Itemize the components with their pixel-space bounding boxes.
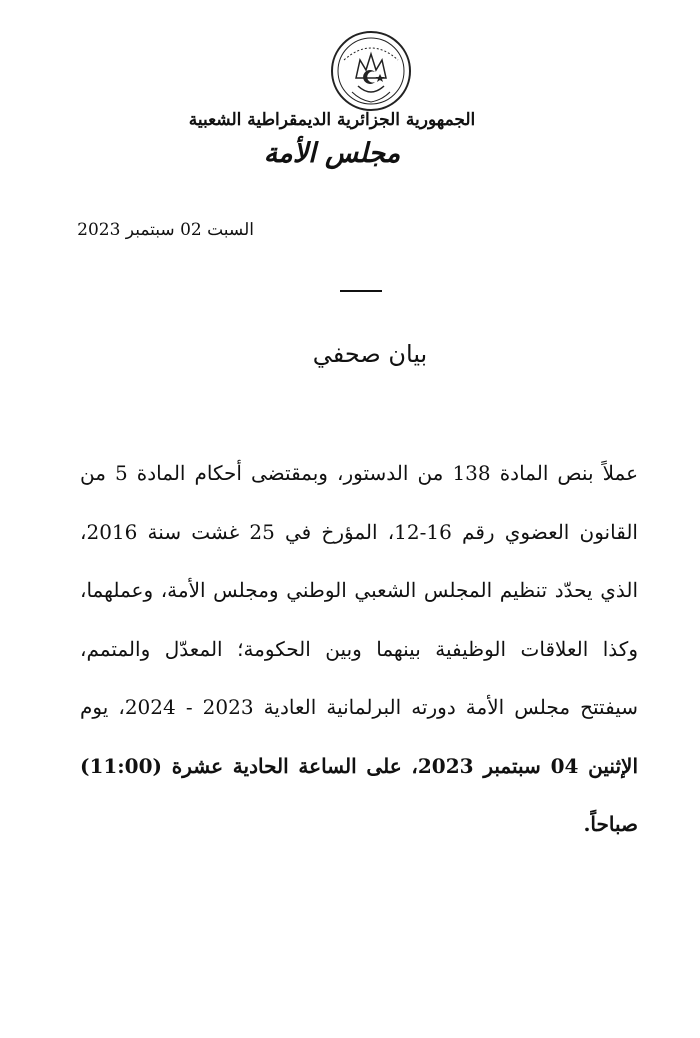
document-title: بيان صحفي: [312, 340, 428, 368]
document-date: السبت 02 سبتمبر 2023: [77, 220, 254, 240]
republic-name: الجمهورية الجزائرية الديمقراطية الشعبية: [188, 110, 476, 130]
press-release-body: [80, 444, 638, 854]
national-emblem-icon: [330, 30, 412, 112]
body-text-regular: عملاً بنص المادة 138 من الدستور، وبمقتضى أحكام المادة 5 من القانون العضوي رقم 16-12، المؤرخ في 25 غشت سنة 2016، الذي يحدّد تنظيم المجلس الشعبي الوطني ومجلس الأمة، وعملهما، وكذا العلاقات الوظيفية بينهما وبين الحكومة؛ المعدّل والمتمم، سيفتتح مجلس الأمة دورته البرلمانية العادية 2023 - 2024، يوم: [80, 461, 639, 719]
body-text-bold: الإثنين 04 سبتمبر 2023، على الساعة الحادية عشرة (11:00) صباحاً.: [80, 753, 638, 836]
divider: [340, 290, 382, 292]
institution-name: مجلس الأمة: [263, 138, 401, 169]
